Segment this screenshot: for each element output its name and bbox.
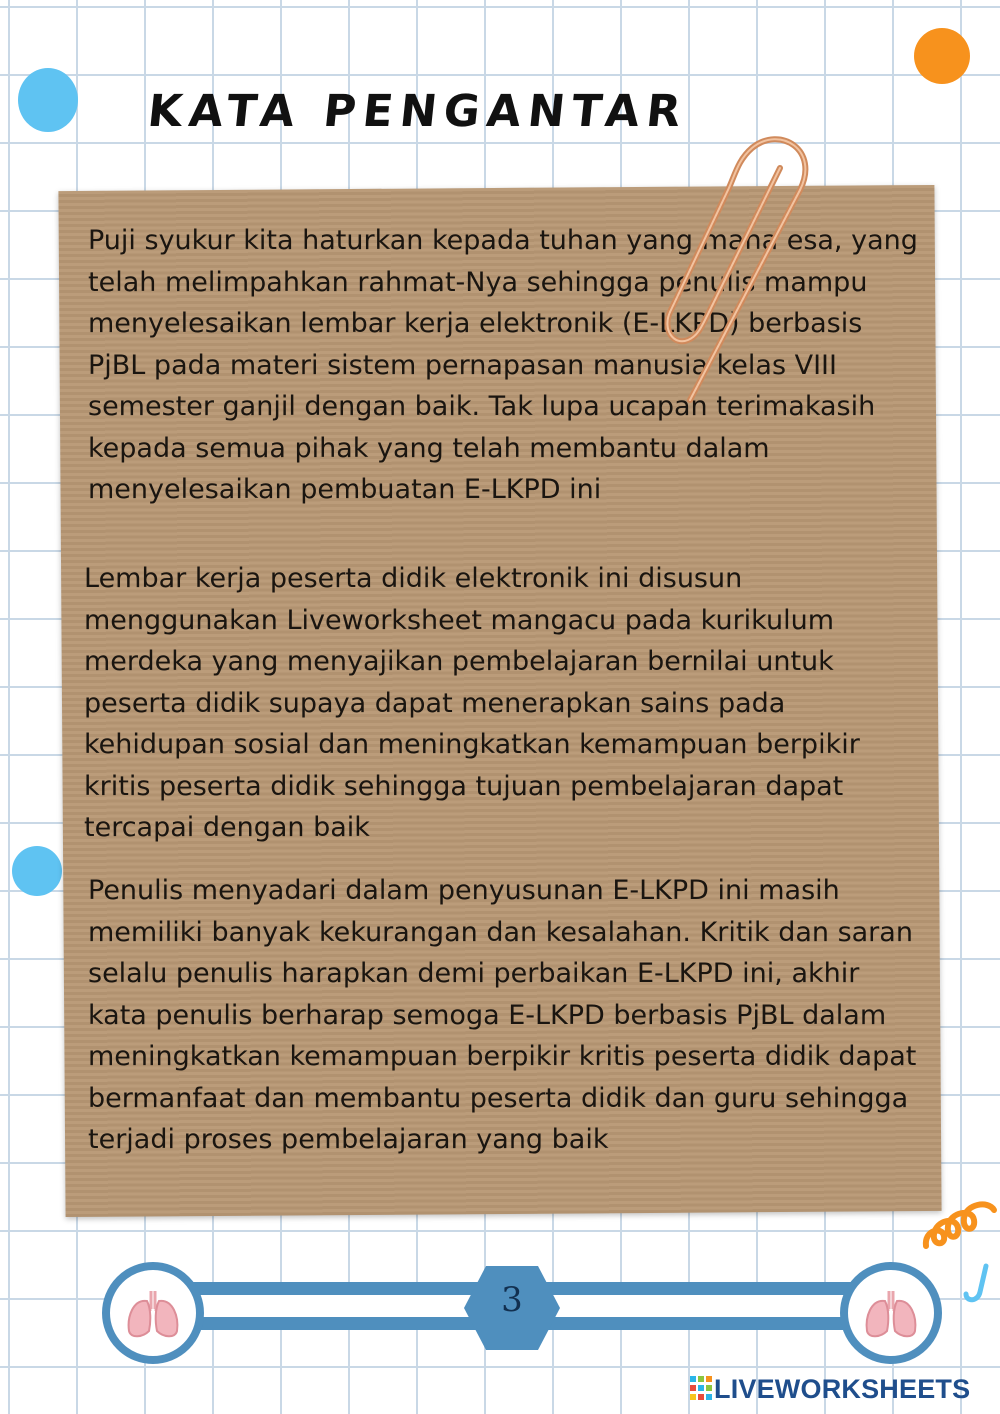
page-title: KATA PENGANTAR bbox=[145, 86, 691, 137]
decorative-dot-orange bbox=[914, 28, 970, 84]
paragraph: Puji syukur kita haturkan kepada tuhan yang maha esa, yang telah melimpahkan rahmat-Nya sehingga penulis mampu menyelesaikan lembar kerja elektronik (E-LKPD) berbasis PjBL pada materi sistem pernapasan manusia kelas VIII semester ganjil dengan baik. Tak lupa ucapan terimakasih kepada semua pihak yang telah membantu dalam menyelesaikan pembuatan E-LKPD ini bbox=[88, 225, 918, 505]
hook-icon bbox=[958, 1262, 998, 1312]
page-number: 3 bbox=[501, 1280, 523, 1320]
paperclip-icon bbox=[660, 120, 840, 420]
lungs-icon bbox=[102, 1262, 204, 1364]
paragraph: Lembar kerja peserta didik elektronik ini disusun menggunakan Liveworksheet mangacu pada kurikulum merdeka yang menyajikan pembelajaran bernilai untuk peserta didik supaya dapat menerapkan sains pada kehidupan sosial dan meningkatkan kemampuan berpikir kritis peserta didik sehingga tujuan pembelajaran dapat tercapai dengan baik bbox=[84, 563, 860, 843]
swirl-icon bbox=[920, 1190, 1000, 1254]
brand-mark-icon bbox=[690, 1376, 712, 1400]
brand-text: LIVEWORKSHEETS bbox=[714, 1374, 971, 1404]
decorative-dot-blue bbox=[12, 846, 62, 896]
decorative-dot-blue bbox=[18, 68, 78, 132]
paragraph: Penulis menyadari dalam penyusunan E-LKPD ini masih memiliki banyak kekurangan dan kesalahan. Kritik dan saran selalu penulis harapkan demi perbaikan E-LKPD ini, akhir kata penulis berharap semoga E-LKPD berbasis PjBL dalam meningkatkan kemampuan berpikir kritis peserta didik dapat bermanfaat dan membantu peserta didik dan guru sehingga terjadi proses pembelajaran yang baik bbox=[88, 875, 917, 1155]
lungs-icon bbox=[840, 1262, 942, 1364]
